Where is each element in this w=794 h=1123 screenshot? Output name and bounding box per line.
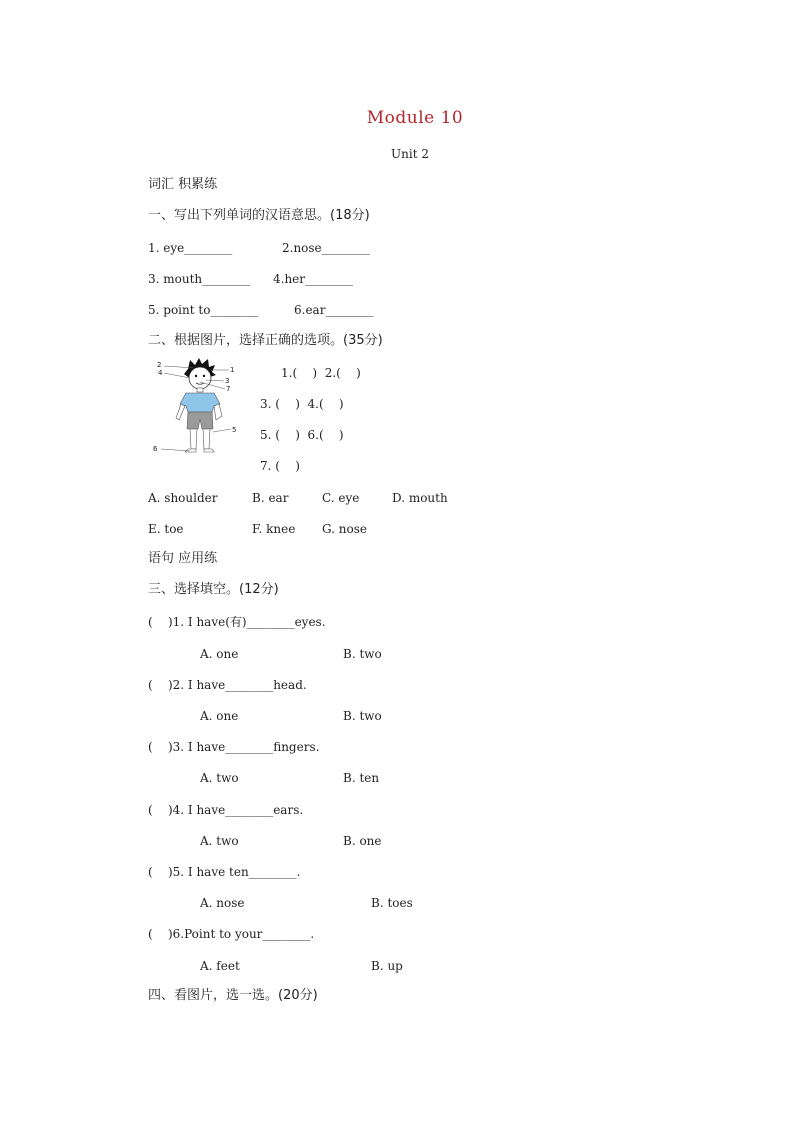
- q3-option-a: A. two: [200, 771, 239, 785]
- q3-stem[interactable]: ( )5. I have ten________.: [148, 865, 301, 879]
- q3-option-b: B. toes: [371, 896, 413, 910]
- q3-stem[interactable]: ( )1. I have(有)________eyes.: [148, 615, 326, 629]
- q2-option: E. toe: [148, 522, 184, 536]
- figure-label: 4: [158, 369, 163, 377]
- q1-item: 5. point to________: [148, 303, 259, 317]
- q1-heading: 一、写出下列单词的汉语意思。(18分): [148, 208, 370, 223]
- q3-option-b: B. up: [371, 959, 403, 973]
- q3-stem[interactable]: ( )3. I have________fingers.: [148, 740, 320, 754]
- q2-option: G. nose: [322, 522, 367, 536]
- page-title: Module 10: [366, 108, 464, 128]
- section-usage-heading: 语句 应用练: [148, 551, 218, 566]
- q2-option: B. ear: [252, 491, 289, 505]
- figure-label: 6: [153, 445, 158, 453]
- q2-option: F. knee: [252, 522, 296, 536]
- q3-option-a: A. one: [200, 647, 239, 661]
- section-vocab-heading: 词汇 积累练: [148, 177, 218, 192]
- figure-label: 5: [232, 426, 237, 434]
- q3-option-a: A. nose: [200, 896, 245, 910]
- q3-stem[interactable]: ( )4. I have________ears.: [148, 803, 304, 817]
- q2-answer-row[interactable]: 1.( ) 2.( ): [281, 366, 361, 380]
- q2-heading: 二、根据图片，选择正确的选项。(35分): [148, 333, 383, 348]
- q2-answer-row[interactable]: 5. ( ) 6.( ): [260, 428, 344, 442]
- q3-option-b: B. ten: [343, 771, 380, 785]
- right-eye-shape: [203, 375, 205, 377]
- q1-item: 2.nose________: [282, 241, 370, 255]
- q1-item: 3. mouth________: [148, 272, 251, 286]
- q3-option-a: A. one: [200, 709, 239, 723]
- left-eye-shape: [195, 375, 197, 377]
- q2-answer-row[interactable]: 3. ( ) 4.( ): [260, 397, 344, 411]
- q1-item: 6.ear________: [294, 303, 374, 317]
- q2-answer-row[interactable]: 7. ( ): [260, 459, 300, 473]
- shirt-shape: [180, 393, 220, 412]
- q1-item: 4.her________: [273, 272, 354, 286]
- figure-label: 7: [226, 385, 231, 393]
- q2-option: D. mouth: [392, 491, 448, 505]
- shorts-shape: [187, 412, 213, 429]
- q3-heading: 三、选择填空。(12分): [148, 582, 279, 597]
- q3-option-a: A. two: [200, 834, 239, 848]
- q3-option-a: A. feet: [200, 959, 240, 973]
- page-subtitle: Unit 2: [391, 147, 429, 161]
- q3-stem[interactable]: ( )2. I have________head.: [148, 678, 307, 692]
- figure-label: 3: [225, 377, 230, 385]
- q2-option: C. eye: [322, 491, 360, 505]
- figure-label: 1: [230, 366, 235, 374]
- body-parts-figure: [150, 356, 245, 456]
- face-shape: [189, 367, 211, 389]
- q2-option: A. shoulder: [148, 491, 218, 505]
- q4-heading: 四、看图片，选一选。(20分): [148, 988, 318, 1003]
- q3-stem[interactable]: ( )6.Point to your________.: [148, 927, 315, 941]
- figure-label: 2: [157, 361, 162, 369]
- q3-option-b: B. two: [343, 709, 382, 723]
- q1-item: 1. eye________: [148, 241, 233, 255]
- q3-option-b: B. two: [343, 647, 382, 661]
- q3-option-b: B. one: [343, 834, 382, 848]
